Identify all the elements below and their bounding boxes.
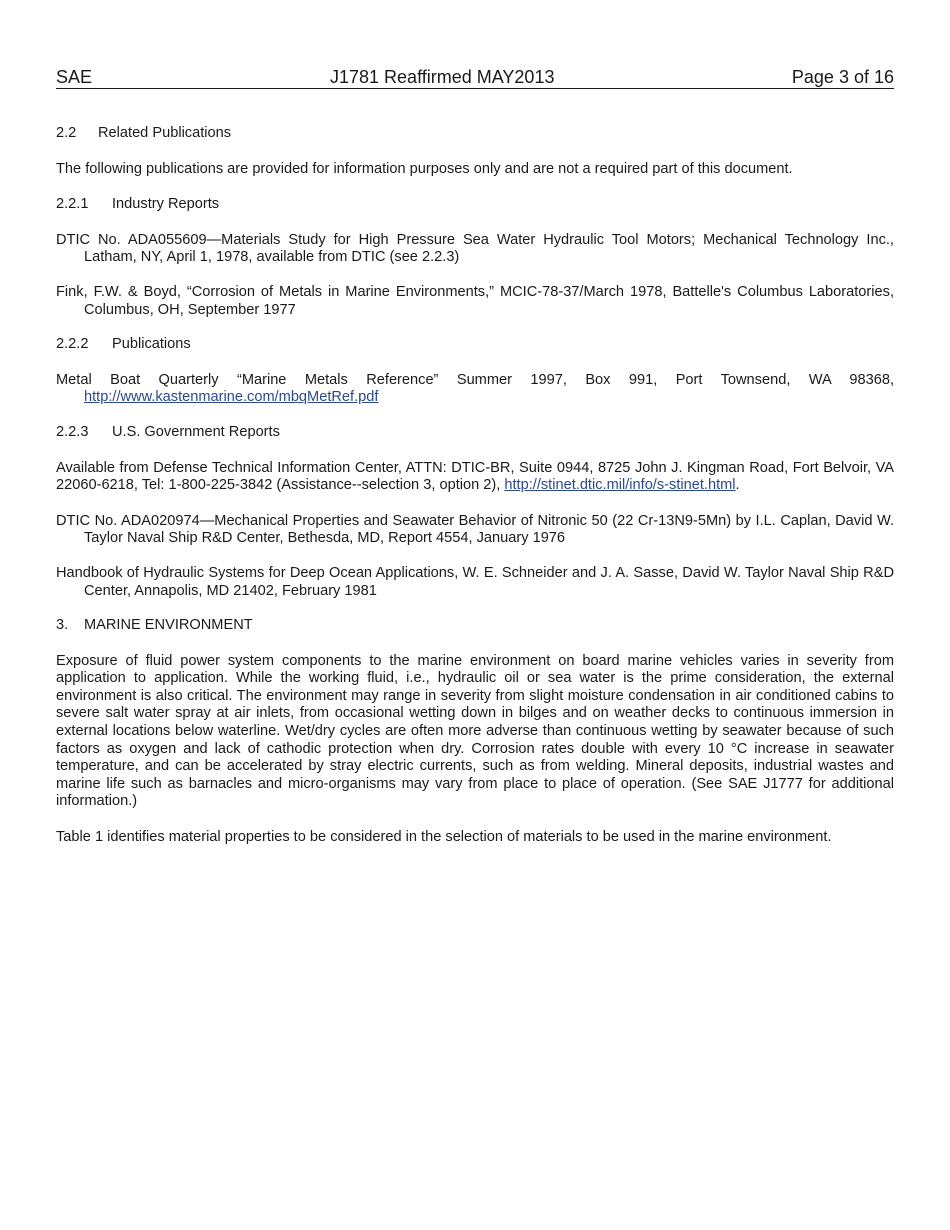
availability-end: .	[735, 477, 740, 494]
dtic-stinet-link[interactable]: http://stinet.dtic.mil/info/s-stinet.html	[504, 477, 736, 494]
reference-entry: Fink, F.W. & Boyd, “Corrosion of Metals in Marine Environments,” MCIC-78-37/March 1978, Battelle's Columbus Laboratories, Columbus, OH, September 1977	[56, 283, 894, 318]
marine-environment-paragraph: Exposure of fluid power system components to the marine environment on board marine vehicles varies in severity from application to application. While the working fluid, i.e., hydraulic oil or sea water is the prime consideration, the external environment is also critical. The environment may range in severity from slight moisture condensation in air conditioned cabins to severe salt water spray at air inlets, from occasional wetting down in bilges and on weather decks to continuous immersion in external locations below waterline. Wet/dry cycles are often more adverse than continuous wetting by seawater because of such factors as oxygen and lack of cathodic protection when dry. Corrosion rates double with every 10 °C increase in seawater temperature, and can be accelerated by stray electric currents, such as from welding. Mineral deposits, industrial wastes and marine life such as barnacles and micro-organisms may vary from place to place of operation. (See SAE J1777 for additional information.)	[56, 652, 894, 810]
section-heading-2-2-3	[56, 424, 894, 442]
table-reference-paragraph: Table 1 identifies material properties to be considered in the selection of materials to be used in the marine environment.	[56, 829, 832, 846]
section-heading-2-2-1	[56, 196, 894, 214]
section-number: 2.2.1	[56, 196, 89, 213]
reference-entry	[56, 372, 894, 407]
kastenmarine-link[interactable]: http://www.kastenmarine.com/mbqMetRef.pdf	[84, 389, 379, 406]
section-number: 2.2.2	[56, 336, 89, 353]
reference-entry: Handbook of Hydraulic Systems for Deep Ocean Applications, W. E. Schneider and J. A. Sasse, David W. Taylor Naval Ship R&D Center, Annapolis, MD 21402, February 1981	[56, 564, 894, 599]
section-title: Industry Reports	[112, 196, 220, 213]
section-heading-2-2	[56, 125, 894, 143]
reference-entry: DTIC No. ADA055609—Materials Study for High Pressure Sea Water Hydraulic Tool Motors; Mechanical Technology Inc., Latham, NY, April 1, 1978, available from DTIC (see 2.2.3)	[56, 231, 894, 266]
section-title: U.S. Government Reports	[112, 423, 280, 440]
section-number: 2.2.3	[56, 423, 89, 440]
section-number: 3.	[56, 617, 69, 634]
reference-text: Metal Boat Quarterly “Marine Metals Reference” Summer 1997, Box 991, Port Townsend, WA 98368,	[56, 371, 894, 388]
reference-entry: DTIC No. ADA020974—Mechanical Properties and Seawater Behavior of Nitronic 50 (22 Cr-13N9-5Mn) by I.L. Caplan, David W. Taylor Naval Ship R&D Center, Bethesda, MD, Report 4554, January 1976	[56, 512, 894, 547]
availability-paragraph	[56, 460, 894, 495]
section-intro-paragraph: The following publications are provided for information purposes only and are not a required part of this document.	[56, 160, 793, 177]
header-doc-id: J1781 Reaffirmed MAY2013	[330, 67, 555, 87]
section-number: 2.2	[56, 125, 77, 141]
page-header	[56, 66, 894, 89]
section-heading-3	[56, 617, 894, 635]
header-page-number: Page 3 of 16	[791, 67, 894, 87]
availability-text: Available from Defense Technical Information Center, ATTN: DTIC-BR, Suite 0944, 8725 John J. Kingman Road, Fort Belvoir, VA 22060-6218, Tel: 1-800-225-3842 (Assistance--selection 3, option 2),	[56, 459, 894, 494]
section-title: Related Publications	[98, 125, 232, 141]
section-title: Publications	[112, 336, 191, 353]
section-title: MARINE ENVIRONMENT	[84, 617, 253, 634]
header-org: SAE	[56, 67, 93, 87]
document-body	[56, 125, 894, 865]
section-heading-2-2-2	[56, 336, 894, 354]
